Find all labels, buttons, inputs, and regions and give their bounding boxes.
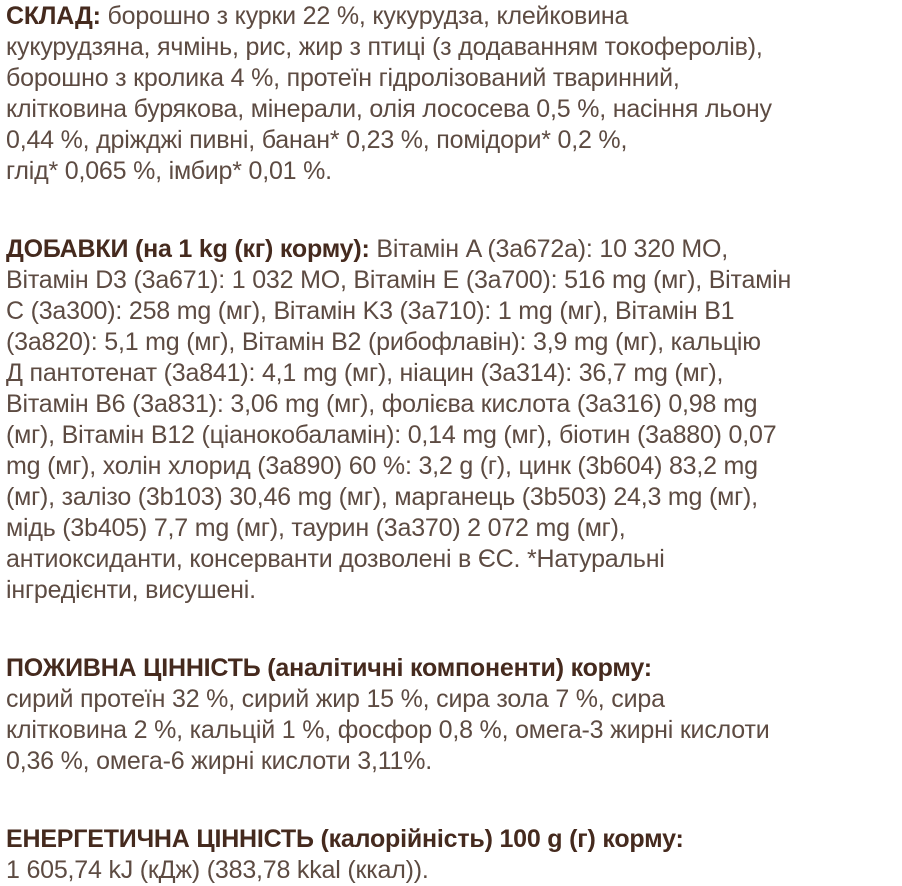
energy-value-heading: ЕНЕРГЕТИЧНА ЦІННІСТЬ (калорійність) 100 g (г) корму: (6, 825, 684, 853)
section-nutritional-value (6, 653, 896, 777)
text-line: клітковина 2 %, кальцій 1 %, фосфор 0,8 %, омега-3 жирні кислоти (6, 716, 770, 744)
text-line (6, 234, 896, 265)
text-line: інгредієнти, висушені. (6, 576, 256, 604)
text-line: антиоксиданти, консерванти дозволені в ЄС. *Натуральні (6, 545, 665, 573)
composition-heading: СКЛАД: (6, 2, 101, 30)
text-line: клітковина бурякова, мінерали, олія лососева 0,5 %, насіння льону (6, 95, 772, 123)
text-line: мідь (3b405) 7,7 mg (мг), таурин (3a370) 2 072 mg (мг), (6, 514, 626, 542)
section-composition (6, 1, 896, 187)
text-line: 0,36 %, омега-6 жирні кислоти 3,11%. (6, 747, 433, 775)
text-line: Д пантотенат (3a841): 4,1 mg (мг), ніацин (3a314): 36,7 mg (мг), (6, 359, 724, 387)
text-line: C (3a300): 258 mg (мг), Вітамін K3 (3a710): 1 mg (мг), Вітамін B1 (6, 297, 735, 325)
text-line: глід* 0,065 %, імбир* 0,01 %. (6, 157, 332, 185)
text-line: Вітамін D3 (3a671): 1 032 МО, Вітамін E (3a700): 516 mg (мг), Вітамін (6, 266, 792, 294)
text-line: Вітамін B6 (3a831): 3,06 mg (мг), фолієва кислота (3a316) 0,98 mg (6, 390, 758, 418)
text-line: mg (мг), холін хлорид (3a890) 60 %: 3,2 g (г), цинк (3b604) 83,2 mg (6, 452, 758, 480)
additives-text: Вітамін A (3a672a): 10 320 МО, (376, 235, 729, 263)
text-line: 0,44 %, дріжджі пивні, банан* 0,23 %, помідори* 0,2 %, (6, 126, 628, 154)
text-line (6, 1, 896, 32)
text-line: сирий протеїн 32 %, сирий жир 15 %, сира зола 7 %, сира (6, 685, 665, 713)
text-line: кукурудзяна, ячмінь, рис, жир з птиці (з додаванням токоферолів), (6, 33, 763, 61)
composition-text: борошно з курки 22 %, кукурудза, клейковина (107, 2, 629, 30)
nutritional-value-heading: ПОЖИВНА ЦІННІСТЬ (аналітичні компоненти) корму: (6, 654, 652, 682)
text-line: 1 605,74 kJ (кДж) (383,78 kkal (ккал)). (6, 856, 429, 884)
text-line: (мг), Вітамін B12 (ціанокобаламін): 0,14 mg (мг), біотин (3a880) 0,07 (6, 421, 777, 449)
section-additives (6, 234, 896, 606)
section-energy-value (6, 824, 896, 886)
text-line: (мг), залізо (3b103) 30,46 mg (мг), марганець (3b503) 24,3 mg (мг), (6, 483, 758, 511)
text-line: борошно з кролика 4 %, протеїн гідролізований тваринний, (6, 64, 680, 92)
additives-heading: ДОБАВКИ (на 1 kg (кг) корму): (6, 235, 370, 263)
text-line: (3a820): 5,1 mg (мг), Вітамін B2 (рибофлавін): 3,9 mg (мг), кальцію (6, 328, 761, 356)
